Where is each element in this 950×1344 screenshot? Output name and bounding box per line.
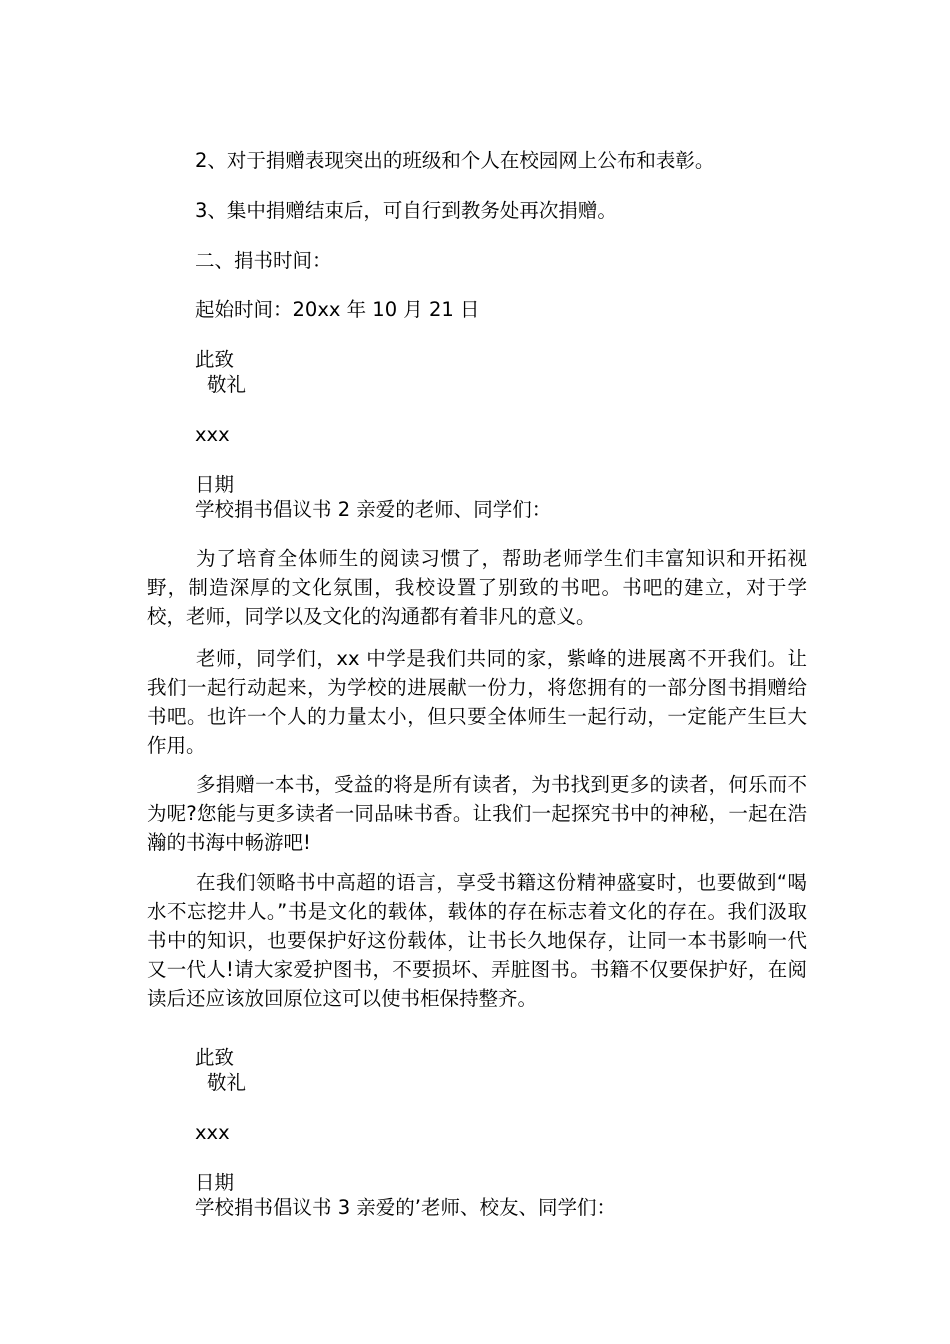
closing-greeting: 此致: [195, 348, 235, 371]
list-item: 2、对于捐赠表现突出的班级和个人在校园网上公布和表彰。: [195, 149, 715, 172]
closing-greeting: 此致: [195, 1046, 235, 1069]
body-paragraph: 老师，同学们，xx 中学是我们共同的家，紫峰的进展离不开我们。让我们一起行动起来，为学校的进展献一份力，将您拥有的一部分图书捐赠给书吧。也许一个人的力量太小，但只要全体师生一起行动，一定能产生巨大作用。: [147, 647, 807, 757]
closing-regards: 敬礼: [207, 373, 247, 396]
body-paragraph: 为了培育全体师生的阅读习惯了，帮助老师学生们丰富知识和开拓视野，制造深厚的文化氛围，我校设置了别致的书吧。书吧的建立，对于学校，老师，同学以及文化的沟通都有着非凡的意义。: [147, 547, 807, 628]
body-paragraph: 在我们领略书中高超的语言，享受书籍这份精神盛宴时，也要做到“喝水不忘挖井人。”书是文化的载体，载体的存在标志着文化的存在。我们汲取书中的知识，也要保护好这份载体，让书长久地保存，让同一本书影响一代又一代人!请大家爱护图书，不要损坏、弄脏图书。书籍不仅要保护好，在阅读后还应该放回原位这可以使书柜保持整齐。: [147, 871, 807, 1010]
section-heading: 二、捐书时间：: [195, 249, 332, 272]
letter-title: 学校捐书倡议书 2 亲爱的老师、同学们：: [195, 498, 552, 521]
body-paragraph: 多捐赠一本书，受益的将是所有读者，为书找到更多的读者，何乐而不为呢?您能与更多读者一同品味书香。让我们一起探究书中的神秘，一起在浩瀚的书海中畅游吧!: [147, 773, 807, 854]
start-time: 起始时间：20xx 年 10 月 21 日: [195, 298, 480, 321]
letter-title: 学校捐书倡议书 3 亲爱的’老师、校友、同学们：: [195, 1196, 617, 1219]
list-item: 3、集中捐赠结束后，可自行到教务处再次捐赠。: [195, 199, 617, 222]
closing-regards: 敬礼: [207, 1071, 247, 1094]
date-label: 日期: [195, 1171, 235, 1194]
signature: xxx: [195, 1121, 230, 1144]
signature: xxx: [195, 423, 230, 446]
date-label: 日期: [195, 473, 235, 496]
